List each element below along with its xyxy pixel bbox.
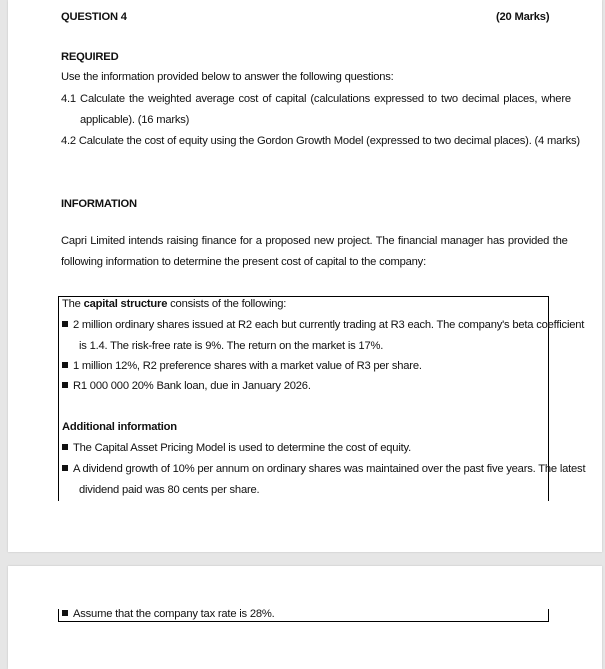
- question-4-2: 4.2 Calculate the cost of equity using the Gordon Growth Model (expressed to two decimal places). (4 marks): [61, 135, 580, 147]
- additional-item-3: Assume that the company tax rate is 28%.: [62, 608, 275, 620]
- capital-structure-box-continued: [58, 609, 549, 622]
- information-heading: INFORMATION: [61, 198, 137, 210]
- information-para-line-2: following information to determine the present cost of capital to the company:: [61, 256, 426, 268]
- capital-item-2: 1 million 12%, R2 preference shares with a market value of R3 per share.: [62, 360, 422, 372]
- bullet-square-icon: [62, 465, 68, 471]
- additional-item-2-line-2: dividend paid was 80 cents per share.: [79, 484, 260, 496]
- required-heading: REQUIRED: [61, 51, 119, 63]
- page-2: [8, 566, 602, 669]
- bullet-square-icon: [62, 382, 68, 388]
- capital-structure-box: [58, 296, 586, 501]
- question-4-1-line-2: applicable). (16 marks): [80, 114, 190, 126]
- capital-item-1: 2 million ordinary shares issued at R2 each but currently trading at R3 each. The company's beta coefficient: [62, 319, 584, 331]
- information-para-line-1: Capri Limited intends raising finance for a proposed new project. The financial manager has provided the: [61, 235, 568, 247]
- capital-structure-intro: The capital structure consists of the following:: [62, 298, 287, 310]
- question-4-1-line-1: 4.1 Calculate the weighted average cost of capital (calculations expressed to two decimal places, where: [61, 93, 571, 105]
- capital-item-1-line-2: is 1.4. The risk-free rate is 9%. The return on the market is 17%.: [79, 340, 384, 352]
- question-title: QUESTION 4: [61, 11, 127, 23]
- additional-item-1: The Capital Asset Pricing Model is used to determine the cost of equity.: [62, 442, 411, 454]
- bullet-square-icon: [62, 321, 68, 327]
- bullet-square-icon: [62, 610, 68, 616]
- additional-item-2: A dividend growth of 10% per annum on ordinary shares was maintained over the past five years. The latest: [62, 463, 585, 475]
- capital-item-3: R1 000 000 20% Bank loan, due in January 2026.: [62, 380, 311, 392]
- required-intro: Use the information provided below to answer the following questions:: [61, 71, 394, 83]
- page-1: [8, 0, 602, 552]
- bullet-square-icon: [62, 362, 68, 368]
- additional-info-heading: Additional information: [62, 421, 177, 433]
- question-marks: (20 Marks): [496, 11, 550, 23]
- bullet-square-icon: [62, 444, 68, 450]
